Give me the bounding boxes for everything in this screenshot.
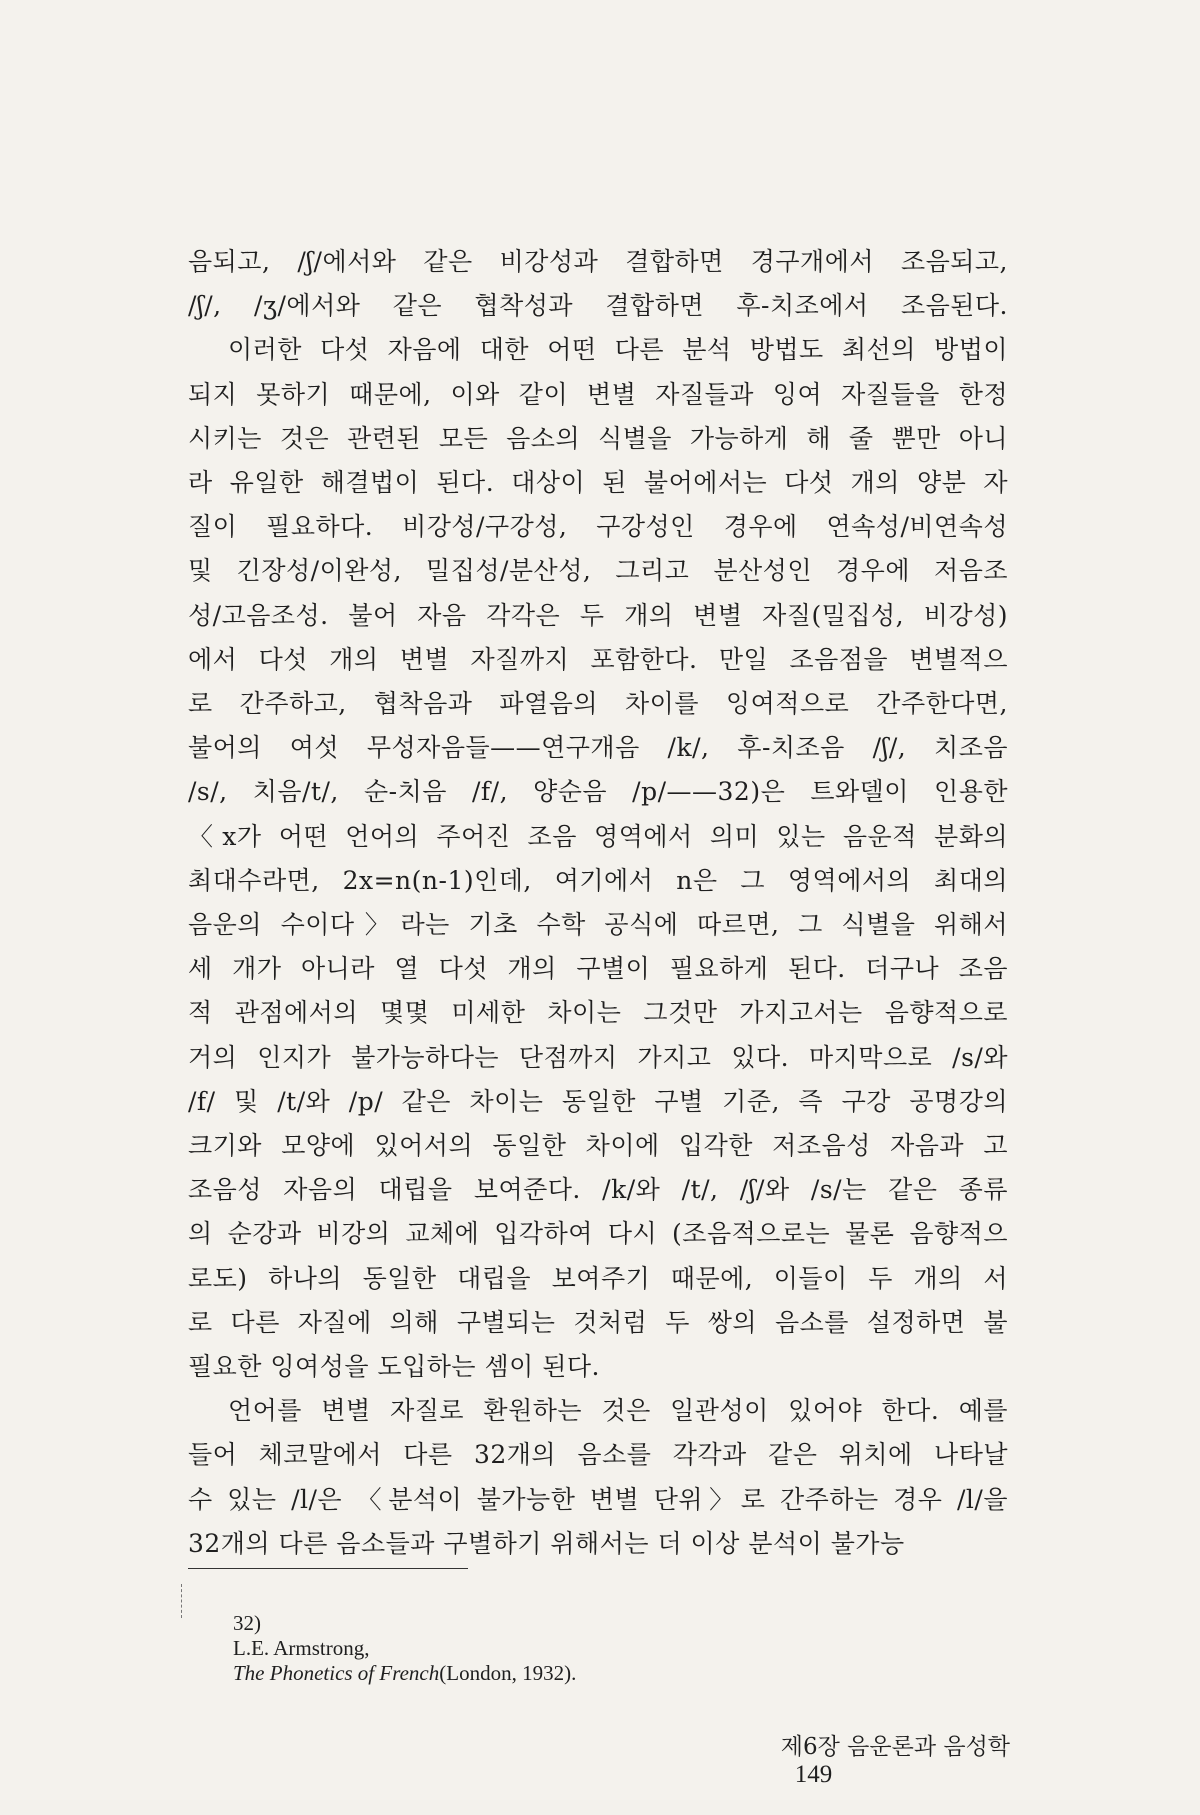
footnote-number: 32) — [233, 1611, 261, 1635]
text-line: 불어의 여섯 무성자음들——연구개음 /k/, 후-치조음 /ʃ/, 치조음 — [188, 733, 1008, 763]
text-line: 음운의 수이다〉라는 기초 수학 공식에 따르면, 그 식별을 위해서 — [188, 910, 1008, 940]
text-line: 최대수라면, 2x=n(n-1)인데, 여기에서 n은 그 영역에서의 최대의 — [188, 865, 1008, 895]
text-line: /s/, 치음/t/, 순-치음 /f/, 양순음 /p/——32)은 트와델이 인용한 — [188, 777, 1008, 807]
text-line: /f/ 및 /t/와 /p/ 같은 차이는 동일한 구별 기준, 즉 구강 공명강의 — [188, 1086, 1008, 1116]
text-line: 적 관점에서의 몇몇 미세한 차이는 그것만 가지고서는 음향적으로 — [188, 998, 1008, 1028]
text-line: 로 간주하고, 협착음과 파열음의 차이를 잉여적으로 간주한다면, — [188, 689, 1008, 719]
text-line: 음되고, /ʃ/에서와 같은 비강성과 결합하면 경구개에서 조음되고, — [188, 247, 1008, 276]
text-line: 필요한 잉여성을 도입하는 셈이 된다. — [188, 1352, 600, 1382]
footnote-author: L.E. Armstrong, — [233, 1636, 370, 1660]
page-number: 149 — [794, 1761, 833, 1788]
text-line: 32개의 다른 음소들과 구별하기 위해서는 더 이상 분석이 불가능 — [188, 1528, 905, 1558]
text-line: 거의 인지가 불가능하다는 단점까지 가지고 있다. 마지막으로 /s/와 — [188, 1042, 1008, 1072]
text-line: 시키는 것은 관련된 모든 음소의 식별을 가능하게 해 줄 뿐만 아니 — [188, 423, 1008, 453]
footnote-divider — [188, 1568, 468, 1569]
footnote-32 — [212, 1586, 576, 1711]
text-line: 의 순강과 비강의 교체에 입각하여 다시 (조음적으로는 물론 음향적으 — [188, 1219, 1008, 1249]
text-line: 조음성 자음의 대립을 보여준다. /k/와 /t/, /ʃ/와 /s/는 같은 종류 — [188, 1175, 1008, 1205]
footnote-publication: (London, 1932). — [439, 1661, 577, 1685]
text-line: 질이 필요하다. 비강성/구강성, 구강성인 경우에 연속성/비연속성 — [188, 512, 1008, 542]
text-line: 에서 다섯 개의 변별 자질까지 포함한다. 만일 조음점을 변별적으 — [188, 644, 1008, 674]
text-line: 이러한 다섯 자음에 대한 어떤 다른 분석 방법도 최선의 방법이 — [228, 335, 1008, 365]
text-line: 되지 못하기 때문에, 이와 같이 변별 자질들과 잉여 자질들을 한정 — [188, 379, 1008, 409]
text-line: 로 다른 자질에 의해 구별되는 것처럼 두 쌍의 음소를 설정하면 불 — [188, 1307, 1008, 1337]
text-line: 〈x가 어떤 언어의 주어진 조음 영역에서 의미 있는 음운적 분화의 — [188, 821, 1008, 851]
text-line: 들어 체코말에서 다른 32개의 음소를 각각과 같은 위치에 나타날 — [188, 1440, 1008, 1470]
text-line: 세 개가 아니라 열 다섯 개의 구별이 필요하게 된다. 더구나 조음 — [188, 954, 1008, 984]
text-line: 크기와 모양에 있어서의 동일한 차이에 입각한 저조음성 자음과 고 — [188, 1131, 1008, 1161]
text-line: 라 유일한 해결법이 된다. 대상이 된 불어에서는 다섯 개의 양분 자 — [188, 468, 1008, 498]
text-line: 수 있는 /l/은 〈분석이 불가능한 변별 단위〉로 간주하는 경우 /l/을 — [188, 1484, 1008, 1514]
running-footer — [752, 1702, 1010, 1815]
footnote-title: The Phonetics of French — [233, 1661, 440, 1685]
text-line: /ʃ/, /ʒ/에서와 같은 협착성과 결합하면 후-치조에서 조음된다. — [188, 291, 1008, 321]
text-line: 성/고음조성. 불어 자음 각각은 두 개의 변별 자질(밀집성, 비강성) — [188, 600, 1008, 630]
chapter-title: 제6장 음운론과 음성학 — [780, 1734, 1010, 1760]
margin-mark — [181, 1584, 182, 1618]
text-line: 언어를 변별 자질로 환원하는 것은 일관성이 있어야 한다. 예를 — [228, 1396, 1008, 1426]
body-text — [188, 240, 1008, 1566]
text-line: 로도) 하나의 동일한 대립을 보여주기 때문에, 이들이 두 개의 서 — [188, 1263, 1008, 1293]
text-line: 및 긴장성/이완성, 밀집성/분산성, 그리고 분산성인 경우에 저음조 — [188, 556, 1008, 586]
